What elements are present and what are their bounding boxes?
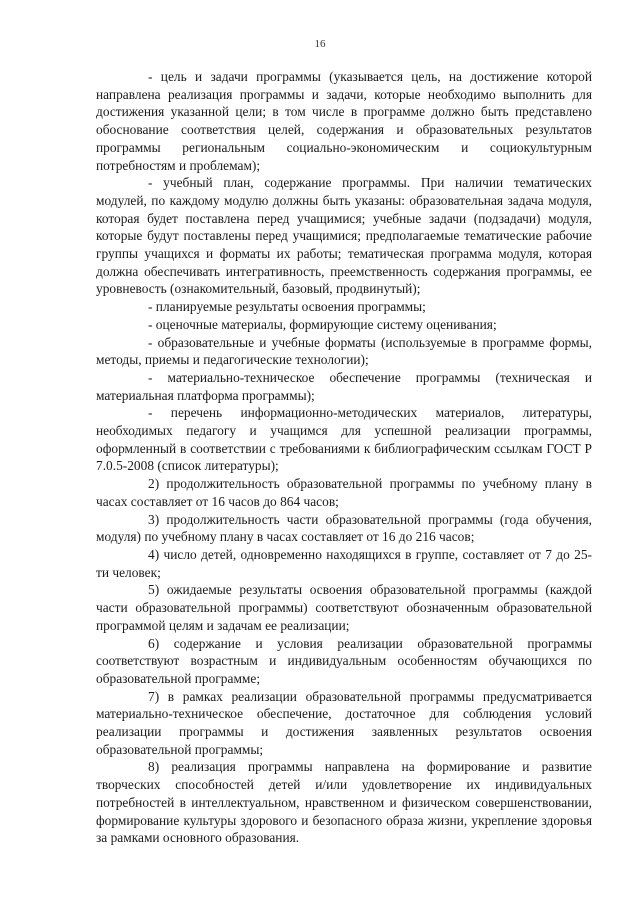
paragraph-item-4: 4) число детей, одновременно находящихся в группе, составляет от 7 до 25-ти человек; (96, 546, 592, 580)
paragraph-program-goals: - цель и задачи программы (указывается цель, на достижение которой направлена реализация программы и задачи, которые необходимо выполнить для достижения указанной цели; в том числе в программе должно быть представлено обоснование соответствия целей, содержания и образовательных результатов программы региональным социально-экономическим и социокультурным потребностям и проблемам); (96, 69, 592, 173)
paragraph-educational-formats: - образовательные и учебные форматы (используемые в программе формы, методы, приемы и педагогические технологии); (96, 334, 592, 368)
paragraph-item-2: 2) продолжительность образовательной программы по учебному плану в часах составляет от 16 часов до 864 часов; (96, 476, 592, 509)
paragraph-material-support: - материально-техническое обеспечение программы (техническая и материальная платформа программы); (96, 369, 592, 403)
paragraph-item-3: 3) продолжительность части образовательной программы (года обучения, модуля) по учебному плану в часах составляет от 16 до 216 часов; (96, 511, 592, 545)
paragraph-curriculum: - учебный план, содержание программы. При наличии тематических модулей, по каждому модулю должны быть указаны: образовательная задача модуля, которая будет поставлена перед учащимися; учебные задачи (подзадачи) модуля, которые будут поставлены перед учащимися; предполагаемые тематические рабочие группы учащихся и форматы их работы; тематическая программа модуля, которая должна обеспечивать интегративность, преемственность содержания программы, ее уровневость (ознакомительный, базовый, продвинутый); (96, 175, 592, 297)
document-body (96, 68, 592, 847)
paragraph-item-5: 5) ожидаемые результаты освоения образовательной программы (каждой части образовательной программы) соответствуют обозначенным образовательной программой целям и задачам ее реализации; (96, 582, 592, 633)
paragraph-item-6: 6) содержание и условия реализации образовательной программы соответствуют возрастным и индивидуальным особенностям обучающихся по образовательной программе; (96, 635, 592, 686)
paragraph-planned-results: - планируемые результаты освоения программы; (148, 299, 426, 315)
paragraph-item-8: 8) реализация программы направлена на формирование и развитие творческих способностей детей и/или удовлетворение их индивидуальных потребностей в интеллектуальном, нравственном и физическом совершенствовании, формирование культуры здорового и безопасного образа жизни, укрепление здоровья за рамками основного образования. (96, 759, 592, 846)
paragraph-assessment-materials: - оценочные материалы, формирующие систему оценивания; (148, 316, 497, 332)
paragraph-item-7: 7) в рамках реализации образовательной программы предусматривается материально-техническое обеспечение, достаточное для соблюдения условий реализации программы и достижения заявленных результатов освоения образовательной программы; (96, 688, 592, 757)
page-number: 16 (314, 38, 326, 50)
paragraph-literature-list: - перечень информационно-методических материалов, литературы, необходимых педагогу и учащимся для успешной реализации программы, оформленный в соответствии с требованиями к библиографическим ссылкам ГОСТ Р 7.0.5-2008 (список литературы); (96, 405, 592, 474)
